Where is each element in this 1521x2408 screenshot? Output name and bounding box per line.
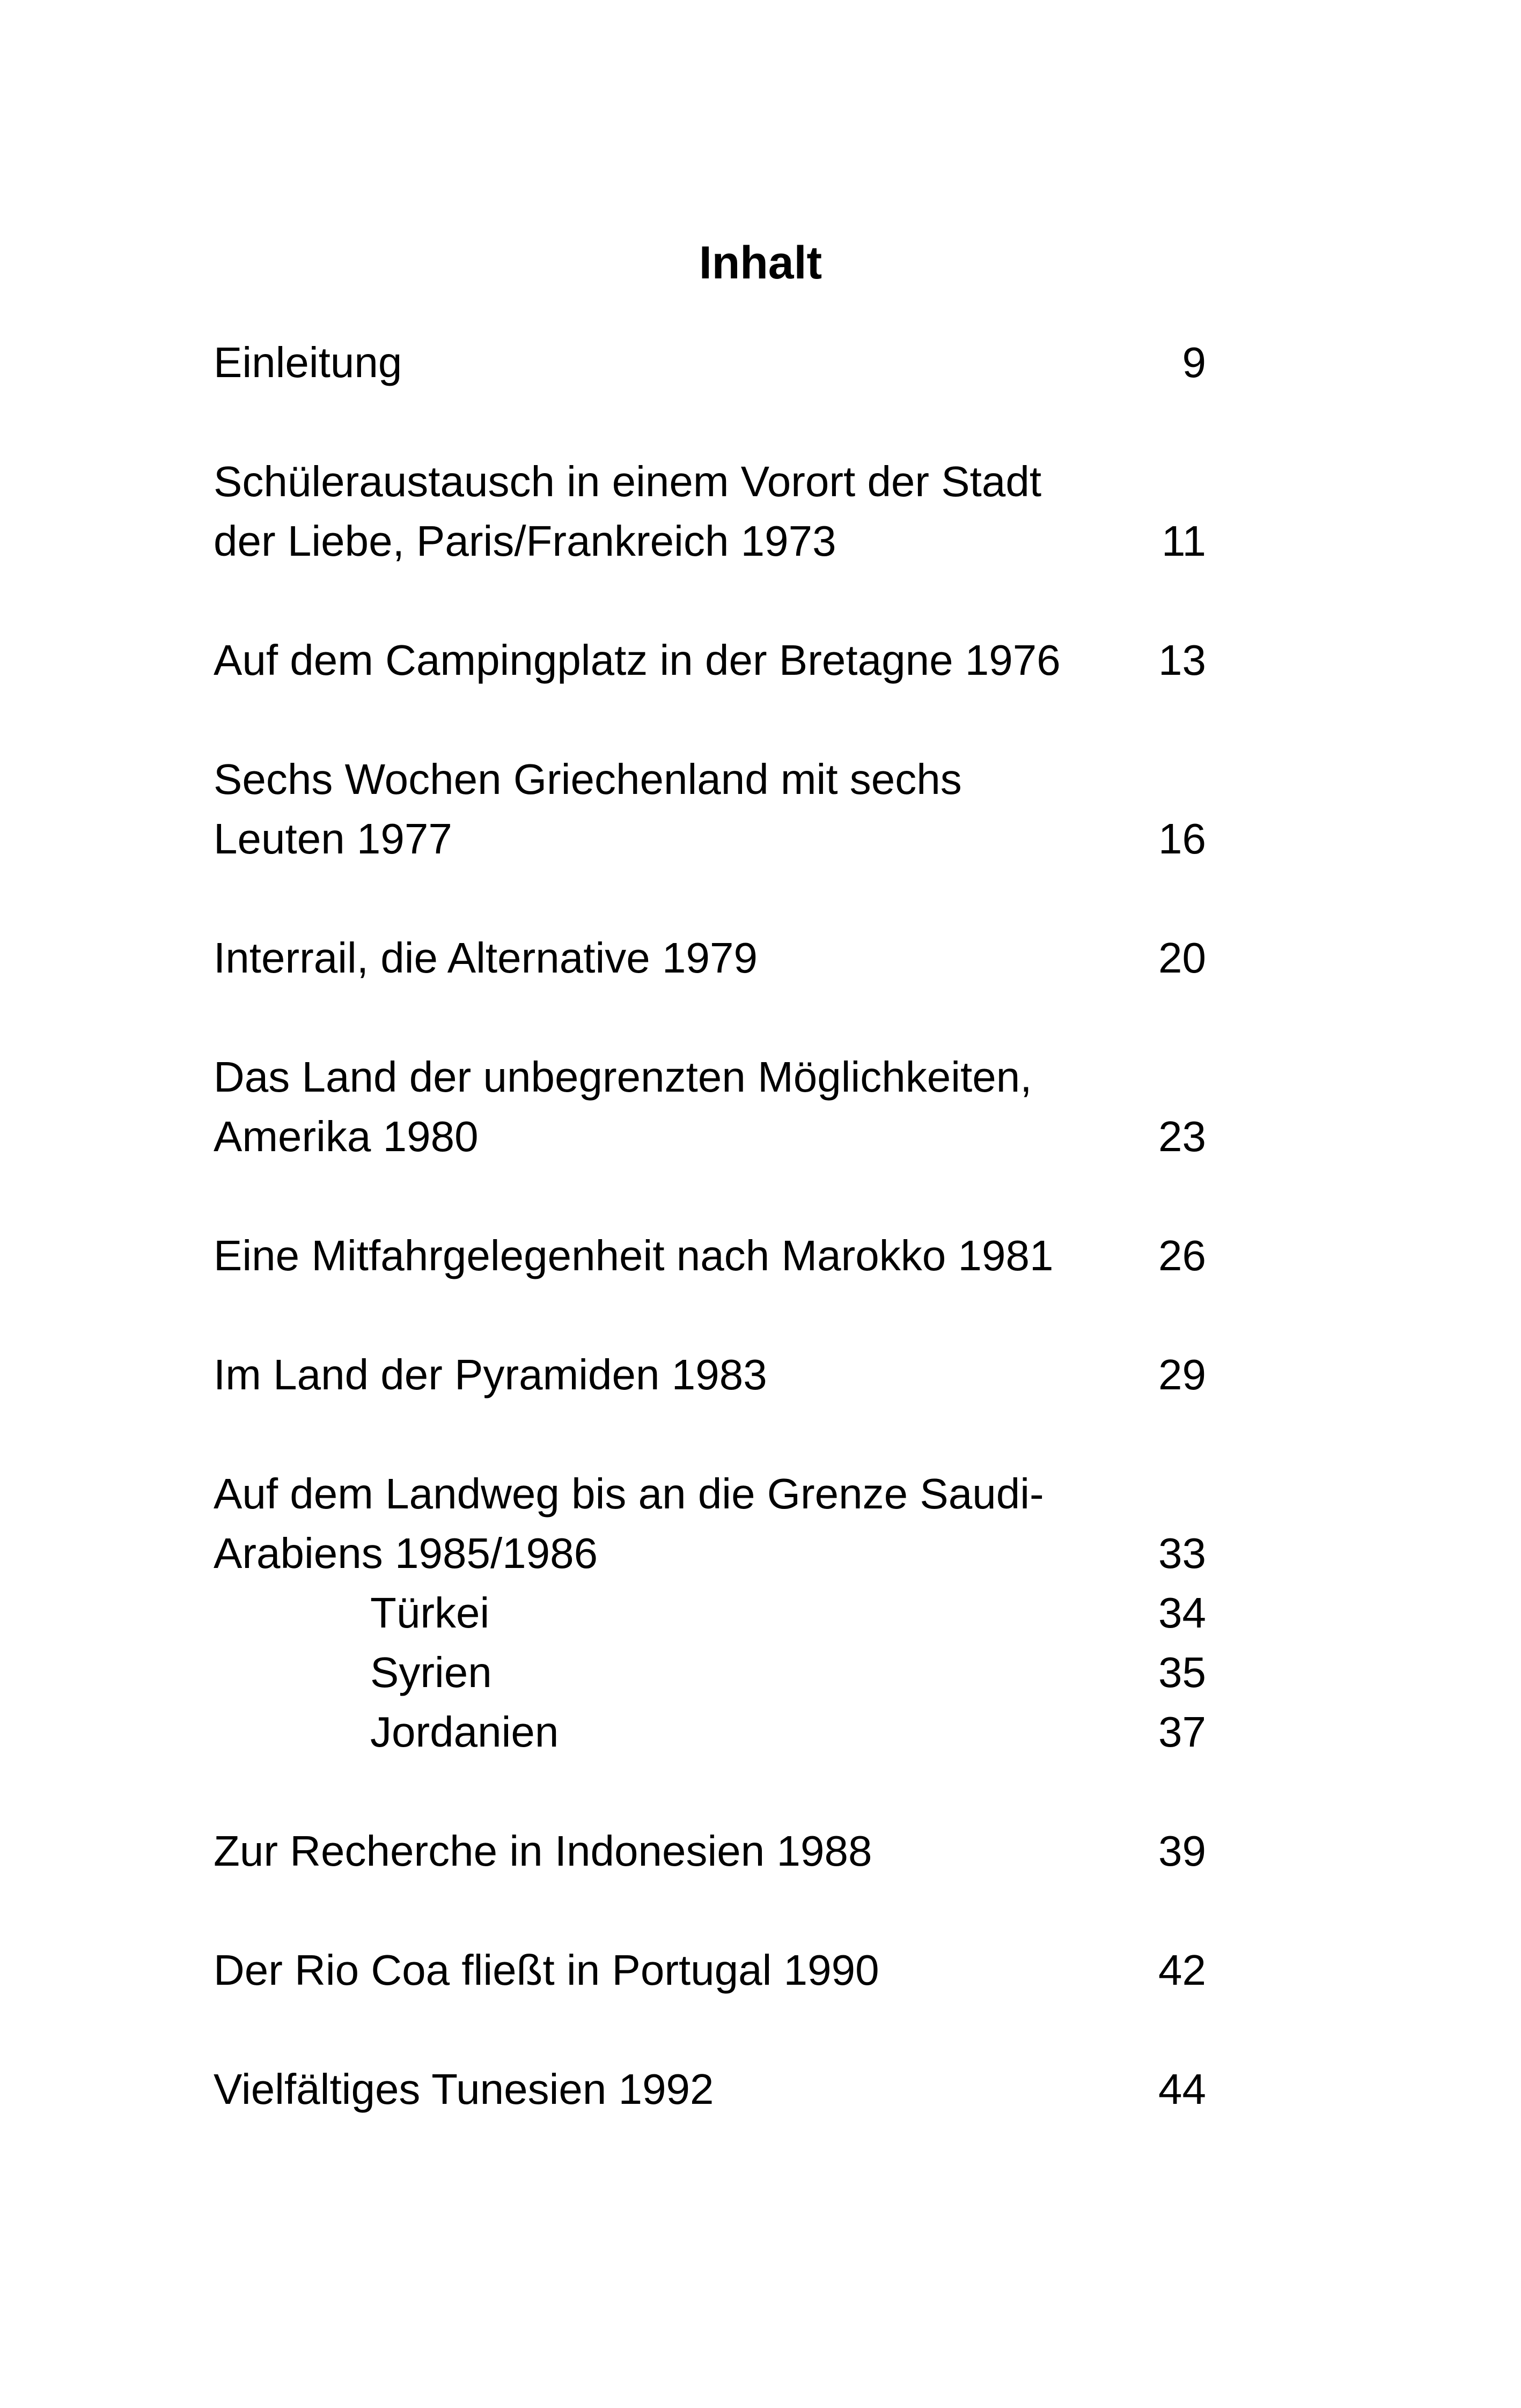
toc-subentry-syrien — [214, 1643, 1206, 1702]
toc-entry-page: 16 — [1158, 815, 1206, 863]
toc-entry-amerika — [214, 1047, 1206, 1166]
toc-entry-page: 33 — [1158, 1529, 1206, 1577]
toc-entry-page: 42 — [1158, 1946, 1206, 1994]
toc-entry-label: Eine Mitfahrgelegenheit nach Marokko 1981 — [214, 1232, 1054, 1279]
toc-entry-page: 20 — [1158, 934, 1206, 982]
toc-title: Inhalt — [699, 237, 822, 289]
toc-entry-pyramiden — [214, 1345, 1206, 1404]
toc-entry-label: Sechs Wochen Griechenland mit sechs Leuten 1977 — [214, 755, 962, 863]
toc-subentry-jordanien — [214, 1702, 1206, 1762]
toc-entry-label: Schüleraustausch in einem Vorort der Stadt der Liebe, Paris/Frankreich 1973 — [214, 458, 1042, 565]
toc-entry-page: 39 — [1158, 1827, 1206, 1875]
toc-entry-page: 13 — [1158, 636, 1206, 684]
toc-entry-tunesien — [214, 2059, 1206, 2119]
toc-entry-label: Im Land der Pyramiden 1983 — [214, 1351, 767, 1398]
toc-subentry-tuerkei — [214, 1583, 1206, 1643]
toc-entry-page: 44 — [1158, 2065, 1206, 2113]
toc-entry-page: 26 — [1158, 1232, 1206, 1279]
toc-subentry-page: 35 — [1158, 1648, 1206, 1696]
toc-entry-einleitung — [214, 333, 1206, 392]
toc-entry-label: Auf dem Landweg bis an die Grenze Saudi- Arabiens 1985/1986 — [214, 1470, 1044, 1577]
toc-entry-paris — [214, 452, 1206, 571]
toc-entry-indonesien — [214, 1821, 1206, 1881]
toc-entry-page: 11 — [1161, 517, 1206, 565]
toc-subentry-page: 34 — [1158, 1589, 1206, 1637]
toc-entry-interrail — [214, 928, 1206, 988]
toc-entry-label: Der Rio Coa fließt in Portugal 1990 — [214, 1946, 879, 1994]
toc-entry-portugal — [214, 1940, 1206, 2000]
toc-subentry-label: Jordanien — [370, 1708, 559, 1756]
toc-entry-griechenland — [214, 749, 1206, 868]
toc-entry-label: Einleitung — [214, 338, 402, 386]
toc-entry-page: 29 — [1158, 1351, 1206, 1398]
toc-subentry-page: 37 — [1158, 1708, 1206, 1756]
toc-entry-label: Das Land der unbegrenzten Möglichkeiten, Amerika 1980 — [214, 1053, 1032, 1160]
toc-entry-label: Interrail, die Alternative 1979 — [214, 934, 758, 982]
toc-entry-page: 23 — [1158, 1113, 1206, 1160]
toc-subentry-label: Türkei — [370, 1589, 490, 1637]
toc-entry-marokko — [214, 1226, 1206, 1285]
toc-list — [214, 333, 1206, 2119]
toc-entry-label: Zur Recherche in Indonesien 1988 — [214, 1827, 872, 1875]
toc-entry-label: Auf dem Campingplatz in der Bretagne 1976 — [214, 636, 1061, 684]
toc-entry-page: 9 — [1182, 338, 1206, 386]
toc-entry-bretagne — [214, 630, 1206, 690]
toc-entry-saudi-arabien — [214, 1464, 1206, 1583]
toc-entry-label: Vielfältiges Tunesien 1992 — [214, 2065, 714, 2113]
toc-subentry-label: Syrien — [370, 1648, 492, 1696]
